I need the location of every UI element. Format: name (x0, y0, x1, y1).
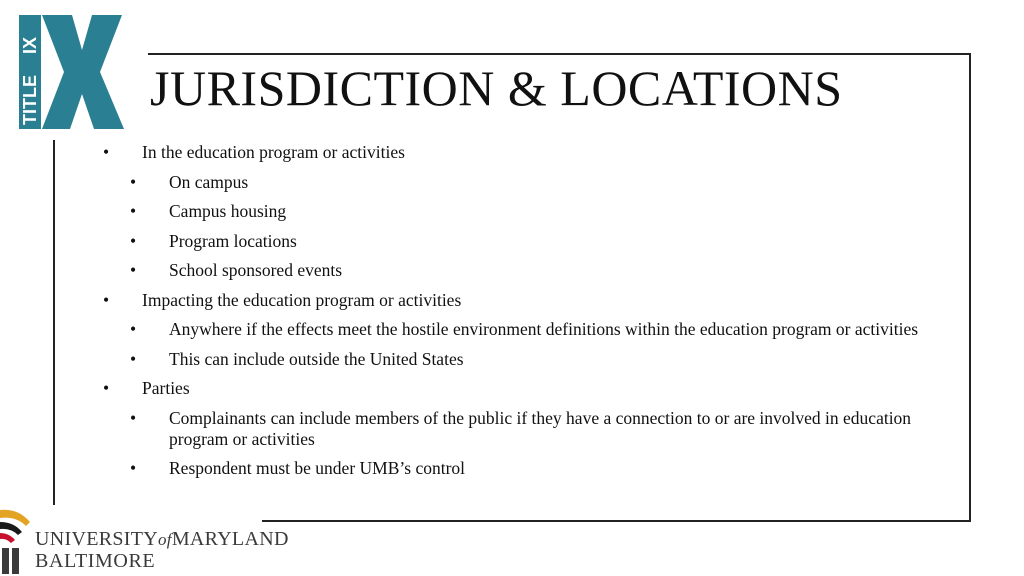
bullet-dot: • (130, 201, 137, 221)
bullet-dot: • (130, 348, 137, 369)
umb-logo-line1 (35, 528, 289, 551)
umb-logo-of: of (158, 530, 172, 549)
umb-logo-university: UNIVERSITY (35, 528, 158, 550)
sub-bullet-item (0, 201, 1024, 222)
bullet-dot: • (130, 458, 137, 478)
bullet-dot: • (103, 142, 110, 162)
bullet-dot: • (130, 319, 137, 339)
sub-bullet-item (0, 319, 1024, 340)
sub-bullet-item (0, 172, 1024, 193)
umb-logo-maryland: MARYLAND (171, 528, 289, 550)
bullet-text: In the education program or activities (142, 142, 405, 162)
bullet-item (0, 142, 1024, 163)
umb-logo-baltimore: BALTIMORE (35, 550, 156, 572)
sub-bullet-text: Campus housing (169, 201, 287, 221)
bullet-dot: • (130, 171, 137, 192)
sub-bullet-text: This can include outside the United States (169, 348, 464, 369)
bullet-text: Impacting the education program or activities (142, 289, 462, 310)
sub-bullet-text: Anywhere if the effects meet the hostile environment definitions within the education program or activities (169, 319, 919, 339)
sub-bullet-item (0, 260, 1024, 281)
bullet-dot: • (130, 230, 137, 251)
bullet-item (0, 378, 1024, 399)
sub-bullet-item (0, 349, 1024, 370)
bullet-dot: • (130, 407, 137, 428)
title-ix-logo-bottom-text: IX (20, 36, 40, 54)
bullet-dot: • (130, 260, 137, 280)
title-ix-logo (16, 12, 138, 132)
sub-bullet-text: Complainants can include members of the public if they have a connection to or are involved in education program or activities (169, 407, 912, 449)
sub-bullet-item (0, 231, 1024, 252)
bullet-item (0, 290, 1024, 311)
umb-logo-wordmark (35, 528, 289, 571)
title-ix-logo-top-text: TITLE (20, 75, 40, 125)
sub-bullet-text: Program locations (169, 230, 297, 251)
sub-bullet-text: On campus (169, 171, 249, 192)
frame-top-line (148, 53, 971, 55)
bullet-text: Parties (142, 378, 190, 398)
bullet-dot: • (103, 289, 110, 310)
sub-bullet-item (0, 458, 1024, 479)
sub-bullet-text: School sponsored events (169, 260, 343, 280)
sub-bullet-text: Respondent must be under UMB’s control (169, 458, 466, 478)
frame-bottom-line (262, 520, 971, 522)
sub-bullet-item (0, 408, 1024, 450)
slide-title: JURISDICTION & LOCATIONS (150, 60, 843, 116)
bullet-dot: • (103, 378, 110, 398)
bullet-list (0, 142, 1024, 488)
